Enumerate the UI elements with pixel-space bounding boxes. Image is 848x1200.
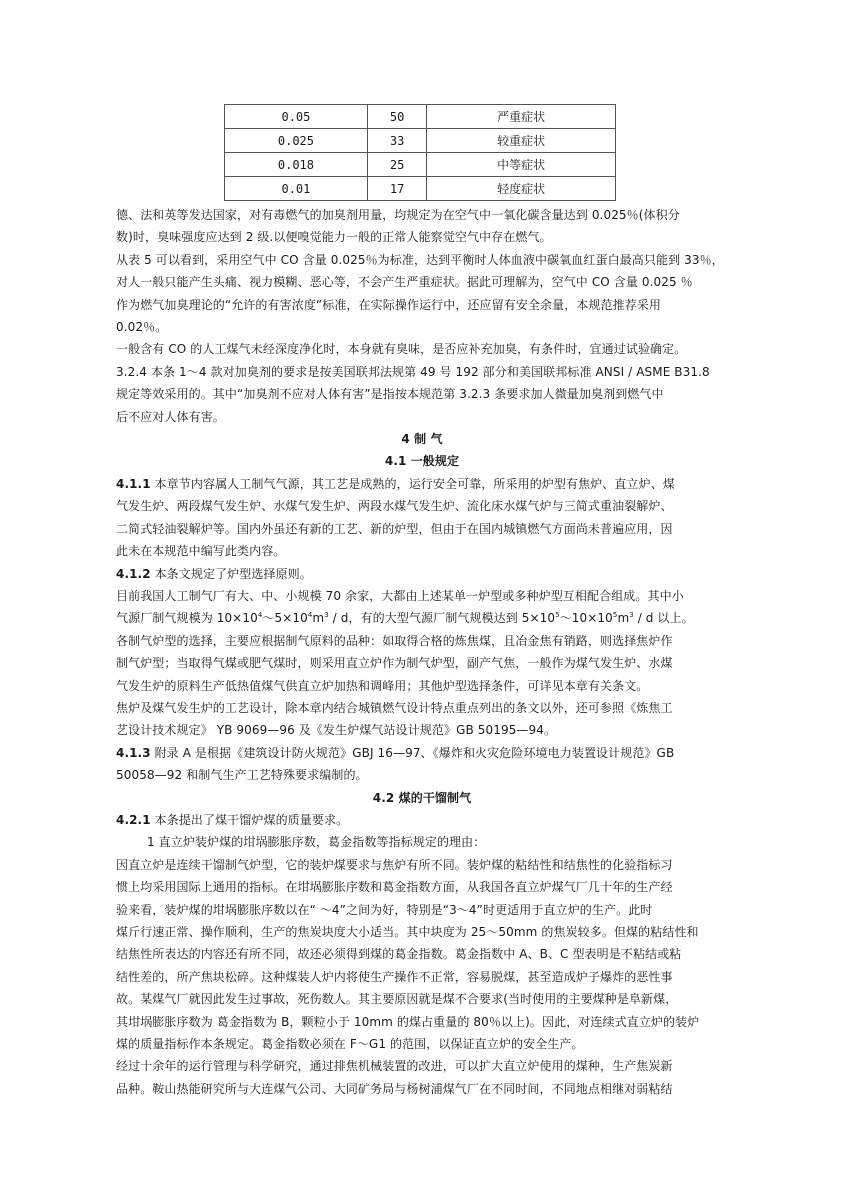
table-cell: 轻度症状 bbox=[427, 177, 616, 201]
text-run: / d 以上。 bbox=[633, 611, 694, 626]
text-run: m bbox=[312, 611, 325, 626]
text-line: 二简式轻油裂解炉等。国内外虽还有新的工艺、新的炉型，但由于在国内城镇燃气方面尚未普遍应用，因 bbox=[116, 521, 673, 536]
clause-number: 4.2.1 bbox=[116, 812, 151, 827]
text-line: 目前我国人工制气厂有大、中、小规模 70 余家，大都由上述某单一炉型或多种炉型互相配合组成。其中小 bbox=[116, 588, 684, 603]
table-cell: 33 bbox=[367, 129, 426, 153]
table-cell: 0.025 bbox=[225, 129, 368, 153]
text-line: 德、法和英等发达国家，对有毒燃气的加臭剂用量，均规定为在空气中一氧化碳含量达到 0.025％(体积分 bbox=[116, 208, 680, 222]
text-line: 煤斤行速正常、操作顺利，生产的焦炭块度大小适当。其中块度为 25～50mm 的焦炭较多。但煤的粘结性和 bbox=[116, 925, 699, 939]
table-cell: 25 bbox=[367, 153, 426, 177]
clause-text: 附录 A 是根据《建筑设计防火规范》GBJ 16—97、《爆炸和火灾危险环境电力装置设计规范》GB bbox=[150, 745, 675, 760]
chapter-heading: 4 制 气 bbox=[401, 432, 443, 447]
text-line: 焦炉及煤气发生炉的工艺设计，除本章内结合城镇燃气设计特点重点列出的条文以外，还可参照《炼焦工 bbox=[116, 700, 673, 715]
table-cell: 0.05 bbox=[225, 105, 368, 129]
clause-line bbox=[116, 563, 728, 585]
clause-text: 本条提出了煤干馏炉煤的质量要求。 bbox=[150, 812, 349, 827]
text-run: m bbox=[617, 611, 630, 626]
table-cell: 17 bbox=[367, 177, 426, 201]
table-cell: 较重症状 bbox=[427, 129, 616, 153]
text-line: 验来看，装炉煤的坩埚膨胀序数以在“ ～4”之间为好，特别是“3～4”时更适用于直立炉的生产。此时 bbox=[116, 902, 653, 917]
text-line: 作为燃气加臭理论的“允许的有害浓度”标准，在实际操作运行中，还应留有安全余量，本规范推荐采用 bbox=[116, 297, 662, 312]
text-line: 规定等效采用的。其中“加臭剂不应对人体有害”是指按本规范第 3.2.3 条要求加人微量加臭剂到燃气中 bbox=[116, 387, 664, 402]
text-line: 经过十余年的运行管理与科学研究，通过排焦机械装置的改进，可以扩大直立炉使用的煤种，生产焦炭新 bbox=[116, 1059, 673, 1074]
clause-number: 4.1.3 bbox=[116, 745, 151, 760]
text-line: 故。某煤气厂就因此发生过事故，死伤数人。其主要原因就是煤不合要求(当时使用的主要煤种是阜新煤， bbox=[116, 992, 678, 1007]
clause-line bbox=[116, 809, 728, 831]
text-line: 品种。鞍山热能研究所与大连煤气公司、大同矿务局与杨树浦煤气厂在不同时间，不同地点相继对弱粘结 bbox=[116, 1081, 673, 1096]
superscript: 3 bbox=[629, 611, 634, 620]
text-line: 各制气炉型的选择，主要应根据制气原料的品种：如取得合格的炼焦煤，且冶金焦有销路，则选择焦炉作 bbox=[116, 633, 673, 648]
text-line: 对人一般只能产生头痛、视力模糊、恶心等，不会产生严重症状。据此可理解为，空气中 CO 含量 0.025 ％ bbox=[116, 275, 693, 290]
text-line: 制气炉型；当取得气煤或肥气煤时，则采用直立炉作为制气炉型，副产气焦，一般作为煤气发生炉、水煤 bbox=[116, 656, 673, 671]
text-line: 其坩埚膨胀序数为 葛金指数为 B，颗粒小于 10mm 的煤占重量的 80％以上)。因此，对连续式直立炉的装炉 bbox=[116, 1014, 700, 1029]
table-cell: 0.01 bbox=[225, 177, 368, 201]
clause-text: 本条文规定了炉型选择原则。 bbox=[150, 566, 312, 581]
table-row bbox=[225, 177, 616, 201]
table-cell: 0.018 bbox=[225, 153, 368, 177]
text-line: 因直立炉是连续干馏制气炉型，它的装炉煤要求与焦炉有所不同。装炉煤的粘结性和结焦性的化验指标习 bbox=[116, 857, 673, 872]
text-line: 从表 5 可以看到，采用空气中 CO 含量 0.025％为标准，达到平衡时人体血液中碳氧血红蛋白最高只能到 33％， bbox=[116, 252, 724, 267]
text-line: 50058—92 和制气生产工艺特殊要求编制的。 bbox=[116, 768, 368, 783]
text-line: 煤的质量指标作本条规定。葛金指数必须在 F～G1 的范围，以保证直立炉的安全生产。 bbox=[116, 1037, 584, 1052]
clause-number: 4.1.1 bbox=[116, 476, 151, 491]
clause-line bbox=[116, 742, 728, 764]
table-cell: 中等症状 bbox=[427, 153, 616, 177]
text-line: 此未在本规范中编写此类内容。 bbox=[116, 544, 286, 559]
body-text bbox=[116, 204, 728, 1100]
table-cell: 严重症状 bbox=[427, 105, 616, 129]
text-line: 数)时，臭味强度应达到 2 级.以便嗅觉能力一般的正常人能察觉空气中存在燃气。 bbox=[116, 230, 552, 245]
text-run: / d，有的大型气源厂制气规模达到 5×10 bbox=[328, 611, 556, 626]
text-line bbox=[116, 607, 728, 629]
section-heading: 4.1 一般规定 bbox=[384, 454, 460, 469]
table-row bbox=[225, 153, 616, 177]
table-row bbox=[225, 105, 616, 129]
text-line: 0.02％。 bbox=[116, 320, 168, 335]
superscript: 3 bbox=[324, 611, 329, 620]
text-line: 气发生炉、两段煤气发生炉、水煤气发生炉、两段水煤气发生炉、流化床水煤气炉与三简式重油裂解炉、 bbox=[116, 499, 673, 514]
clause-text: 本章节内容属人工制气气源，其工艺是成熟的，运行安全可靠，所采用的炉型有焦炉、直立炉、煤 bbox=[150, 476, 675, 491]
section-heading: 4.2 煤的干馏制气 bbox=[372, 790, 472, 805]
text-line: 结性差的，所产焦块松碎。这种煤装人炉内将使生产操作不正常，容易脱煤，甚至造成炉子爆炸的恶性事 bbox=[116, 969, 673, 984]
text-line: 惯上均采用国际上通用的指标。在坩埚膨胀序数和葛金指数方面，从我国各直立炉煤气厂几十年的生产经 bbox=[116, 880, 673, 895]
text-run: ～10×10 bbox=[559, 611, 613, 626]
text-line: 结焦性所表达的内容还有所不同，故还必须得到煤的葛金指数。葛金指数中 A、B、C 型表明是不粘结或粘 bbox=[116, 947, 682, 962]
table-row bbox=[225, 129, 616, 153]
text-line: 1 直立炉装炉煤的坩埚膨胀序数，葛金指数等指标规定的理由： bbox=[147, 835, 486, 850]
text-run: 气源厂制气规模为 10×10 bbox=[116, 611, 258, 626]
text-line: 艺设计技术规定》 YB 9069—96 及《发生炉煤气站设计规范》GB 50195—94。 bbox=[116, 723, 557, 738]
text-line: 3.2.4 本条 1～4 款对加臭剂的要求是按美国联邦法规第 49 号 192 部分和美国联邦标准 ANSI / ASME B31.8 bbox=[116, 364, 710, 379]
superscript: 5 bbox=[612, 611, 618, 620]
text-line: 一般含有 CO 的人工煤气未经深度净化时，本身就有臭味，是否应补充加臭，有条件时，宜通过试验确定。 bbox=[116, 342, 687, 357]
table-cell: 50 bbox=[367, 105, 426, 129]
text-line: 后不应对人体有害。 bbox=[116, 409, 225, 424]
text-line: 气发生炉的原料生产低热值煤气供直立炉加热和调峰用；其他炉型选择条件，可详见本章有关条文。 bbox=[116, 678, 649, 693]
clause-number: 4.1.2 bbox=[116, 566, 151, 581]
superscript: 4 bbox=[307, 611, 313, 620]
clause-line bbox=[116, 473, 728, 495]
text-run: ～5×10 bbox=[262, 611, 308, 626]
superscript: 4 bbox=[257, 611, 263, 620]
co-symptom-table bbox=[224, 104, 616, 201]
superscript: 5 bbox=[555, 611, 560, 620]
